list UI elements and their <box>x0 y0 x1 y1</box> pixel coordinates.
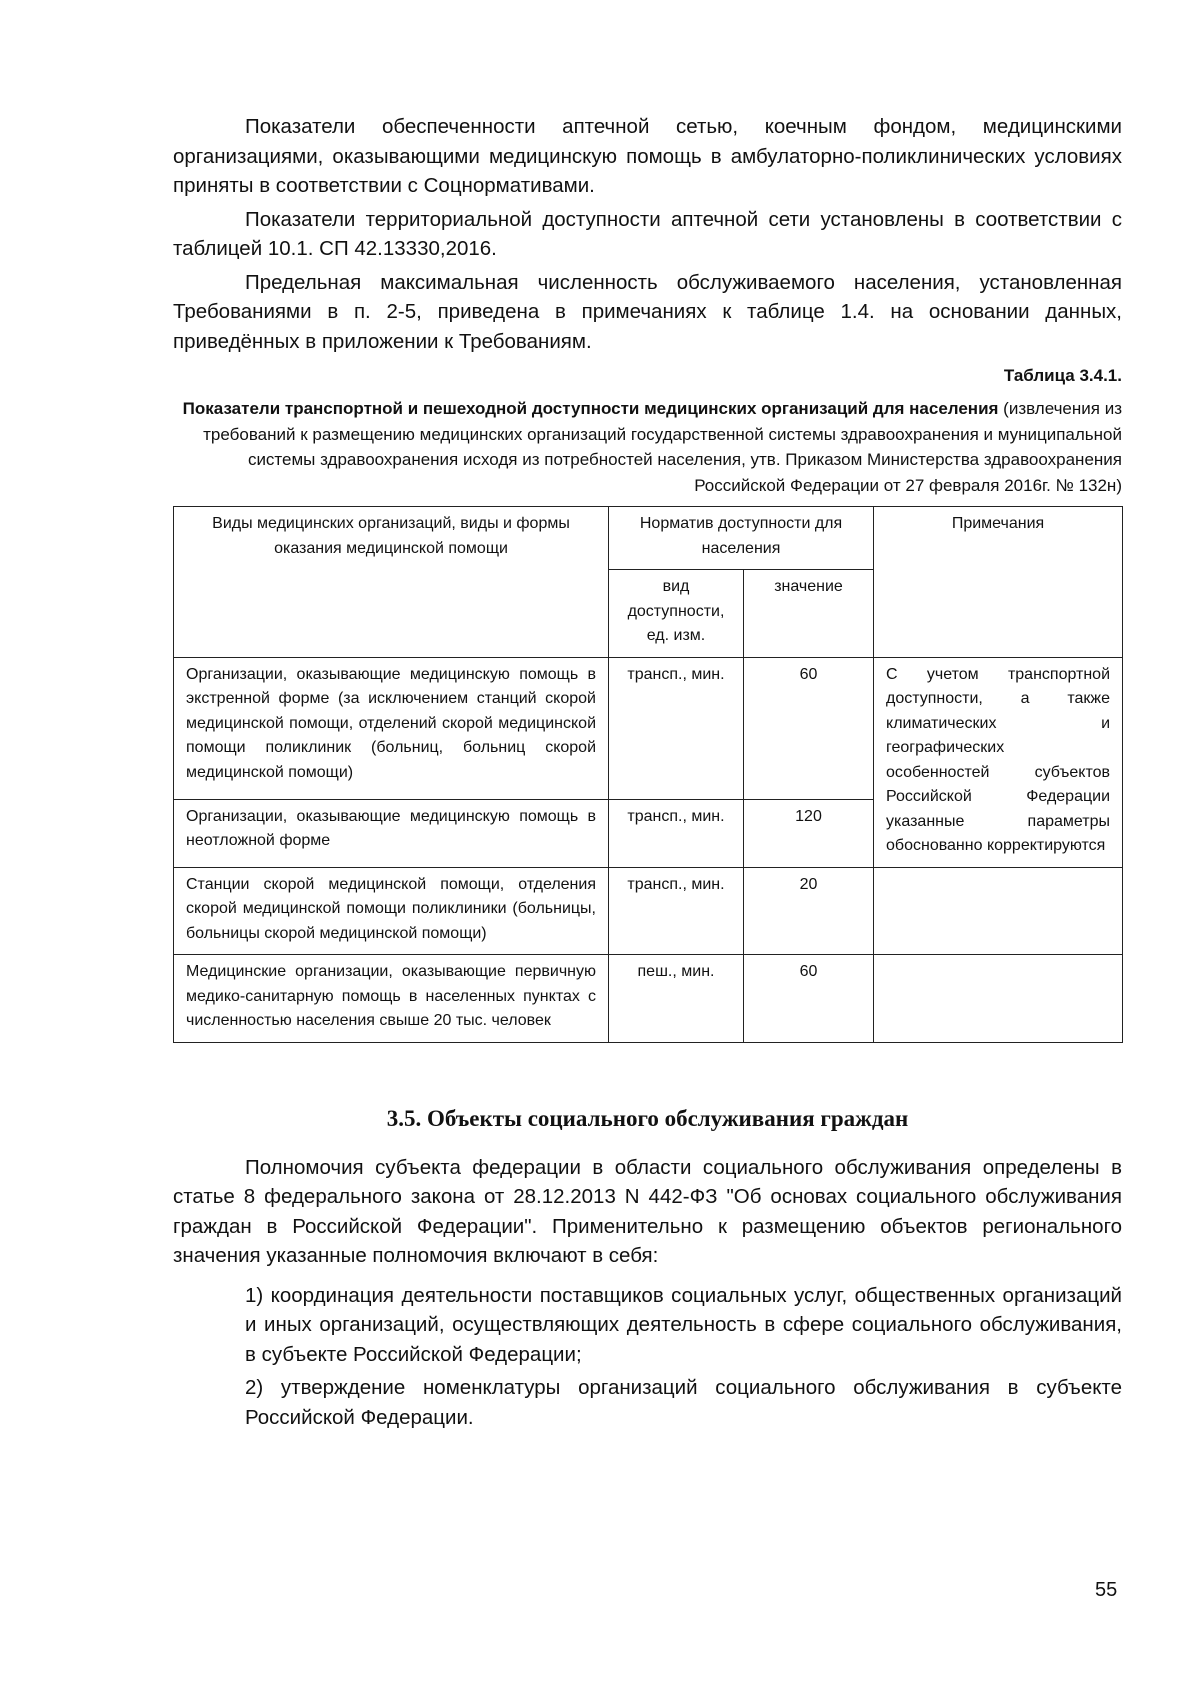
header-notes: Примечания <box>874 507 1123 658</box>
row-note-empty <box>874 955 1123 1043</box>
row-type: Станции скорой медицинской помощи, отделения скорой медицинской помощи поликлиники (больницы, больницы скорой медицинской помощи) <box>174 867 609 955</box>
row-type: Медицинские организации, оказывающие первичную медико-санитарную помощь в населенных пунктах с численностью населения свыше 20 тыс. человек <box>174 955 609 1043</box>
paragraph-pharmacy-accessibility: Показатели территориальной доступности аптечной сети установлены в соответствии с таблицей 10.1. СП 42.13330,2016. <box>173 207 1122 260</box>
table-title <box>173 396 1122 498</box>
row-type: Организации, оказывающие медицинскую помощь в экстренной форме (за исключением станций скорой медицинской помощи, отделений скорой медицинской помощи поликлиник (больниц, больниц скорой медицинской помощи) <box>174 657 609 799</box>
row-value: 20 <box>744 867 874 955</box>
row-note-empty <box>874 867 1123 955</box>
table-row <box>174 657 1123 799</box>
list-item: 1) координация деятельности поставщиков социальных услуг, общественных организаций и иных организаций, осуществляющих деятельность в сфере социального обслуживания, в субъекте Российской Федерации; <box>245 1283 1122 1366</box>
row-value: 60 <box>744 657 874 799</box>
section-heading: 3.5. Объекты социального обслуживания граждан <box>386 1105 909 1131</box>
row-value: 120 <box>744 799 874 867</box>
row-access: пеш., мин. <box>609 955 744 1043</box>
header-norm-value: значение <box>744 570 874 658</box>
page-number: 55 <box>1095 1579 1118 1601</box>
paragraph-pharmacy-provision: Показатели обеспеченности аптечной сетью, коечным фондом, медицинскими организациями, оказывающими медицинскую помощь в амбулаторно-поликлинических условиях приняты в соответствии с Соцнормативами. <box>173 115 1122 197</box>
document-page <box>173 112 1122 1432</box>
row-value: 60 <box>744 955 874 1043</box>
list-item: 2) утверждение номенклатуры организаций социального обслуживания в субъекте Российской Федерации. <box>245 1376 1122 1429</box>
row-access: трансп., мин. <box>609 657 744 799</box>
row-note-merged: С учетом транспортной доступности, а также климатических и географических особенностей субъектов Российской Федерации указанные параметры обоснованно корректируются <box>874 657 1123 867</box>
header-norm-type: вид доступности, ед. изм. <box>609 570 744 658</box>
row-access: трансп., мин. <box>609 799 744 867</box>
table-title-bold: Показатели транспортной и пешеходной доступности медицинских организаций для населения <box>182 399 999 418</box>
row-access: трансп., мин. <box>609 867 744 955</box>
table-row <box>174 955 1123 1043</box>
paragraph-max-population: Предельная максимальная численность обслуживаемого населения, установленная Требованиями в п. 2-5, приведена в примечаниях к таблице 1.4. на основании данных, приведённых в приложении к Требованиям. <box>173 270 1122 353</box>
header-norm: Норматив доступности для населения <box>609 507 874 570</box>
table-row <box>174 867 1123 955</box>
table-title-rest: (извлечения из требований к размещению медицинских организаций государственной системы здравоохранения и муниципальной системы здравоохранения исходя из потребностей населения, утв. Приказом Министерства здравоохранения Российской Федерации от 27 февраля 2016г. № 132н) <box>203 399 1122 495</box>
header-types: Виды медицинских организаций, виды и формы оказания медицинской помощи <box>174 507 609 658</box>
section-intro: Полномочия субъекта федерации в области социального обслуживания определены в статье 8 федерального закона от 28.12.2013 N 442-ФЗ "Об основах социального обслуживания граждан в Российской Федерации". Применительно к размещению объектов регионального значения указанные полномочия включают в себя: <box>173 1155 1122 1267</box>
table-caption: Таблица 3.4.1. <box>1003 366 1122 385</box>
row-type: Организации, оказывающие медицинскую помощь в неотложной форме <box>174 799 609 867</box>
accessibility-table <box>173 506 1123 1043</box>
table-header-row <box>174 507 1123 570</box>
